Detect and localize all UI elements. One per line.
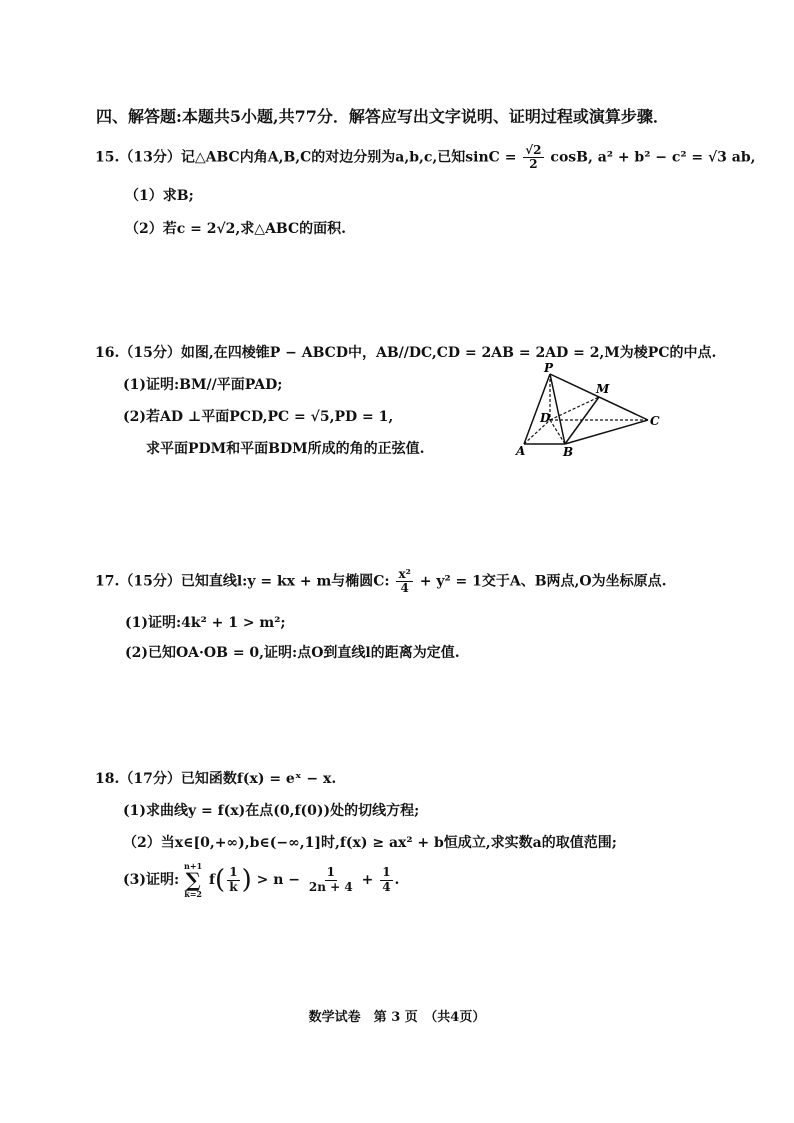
q15-frac-den: 2 [529, 157, 538, 172]
inner-num: 1 [229, 865, 238, 880]
sum-lower: k=2 [184, 889, 202, 899]
q16-part2: (2)若AD ⊥平面PCD,PC = √5,PD = 1, [123, 409, 394, 425]
label-C: C [650, 414, 660, 428]
q16-part2b: 求平面PDM和平面BDM所成的角的正弦值. [146, 441, 425, 457]
inner-den: k [229, 879, 238, 894]
q18-part1: (1)求曲线y = f(x)在点(0,f(0))处的切线方程; [123, 803, 420, 819]
q18-intro: 18.（17分）已知函数f(x) = eˣ − x. [95, 771, 337, 787]
f3-den: 4 [382, 879, 391, 894]
left-paren: ( [215, 865, 226, 895]
q17-frac-den: 4 [400, 581, 409, 596]
pyramid-figure [510, 362, 660, 458]
q17-intro-a: 17.（15分）已知直线l:y = kx + m与椭圆C: [95, 573, 390, 590]
q15-intro-text: 15.（13分）记△ABC内角A,B,C的对边分别为a,b,c,已知sinC = [95, 149, 517, 166]
q16-intro: 16.（15分）如图,在四棱锥P − ABCD中，AB//DC,CD = 2AB = 2AD = 2,M为棱PC的中点. [95, 345, 717, 361]
edge-PB [550, 374, 565, 444]
q17-fraction [396, 568, 412, 595]
sigma-icon: ∑ [185, 868, 201, 892]
label-M: M [596, 382, 610, 396]
q15-frac-num: √2 [525, 143, 542, 157]
q17-frac-num: x² [398, 567, 411, 581]
q18-gt-n: > n − [256, 872, 300, 888]
q18-inner-fraction [227, 866, 239, 893]
section-header: 四、解答题:本题共5小题,共77分．解答应写出文字说明、证明过程或演算步骤． [96, 107, 669, 126]
sum-upper: n+1 [184, 861, 203, 871]
edge-PA [524, 374, 550, 444]
q17-intro [95, 568, 667, 595]
q15-intro [95, 144, 756, 171]
q18-fraction-2 [307, 866, 355, 893]
page-footer: 数学试卷 第 3 页 （共4页） [308, 1010, 486, 1025]
label-P: P [544, 362, 554, 375]
q18-part3-prefix: (3)证明: [123, 872, 180, 888]
label-D: D [540, 411, 551, 425]
q18-part2: （2）当x∈[0,+∞),b∈(−∞,1]时,f(x) ≥ ax² + b恒成立,求实数a的取值范围; [123, 835, 617, 851]
q18-part3 [123, 862, 399, 898]
edge-BC [565, 420, 648, 444]
q15-intro-tail: cosB, a² + b² − c² = √3 ab, [550, 149, 756, 166]
summation [184, 862, 202, 898]
f3-num: 1 [382, 865, 391, 880]
label-A: A [516, 444, 526, 458]
q18-plus: + [361, 872, 374, 888]
q17-intro-b: + y² = 1交于A、B两点,O为坐标原点. [419, 573, 667, 590]
right-paren: ) [241, 865, 252, 895]
q15-part1: （1）求B; [125, 188, 194, 204]
q17-part2: (2)已知OA·OB = 0,证明:点O到直线l的距离为定值. [125, 645, 460, 661]
q15-part2: （2）若c = 2√2,求△ABC的面积. [125, 221, 347, 237]
q15-fraction [523, 144, 543, 171]
q18-f: f [209, 872, 216, 888]
f2-num: 1 [326, 865, 335, 880]
label-B: B [563, 445, 574, 458]
f2-den: 2n + 4 [308, 879, 353, 894]
q18-fraction-3 [380, 866, 392, 893]
q17-part1: (1)证明:4k² + 1 > m²; [125, 615, 286, 631]
q18-period: . [394, 872, 400, 888]
q16-part1: (1)证明:BM//平面PAD; [123, 377, 283, 393]
